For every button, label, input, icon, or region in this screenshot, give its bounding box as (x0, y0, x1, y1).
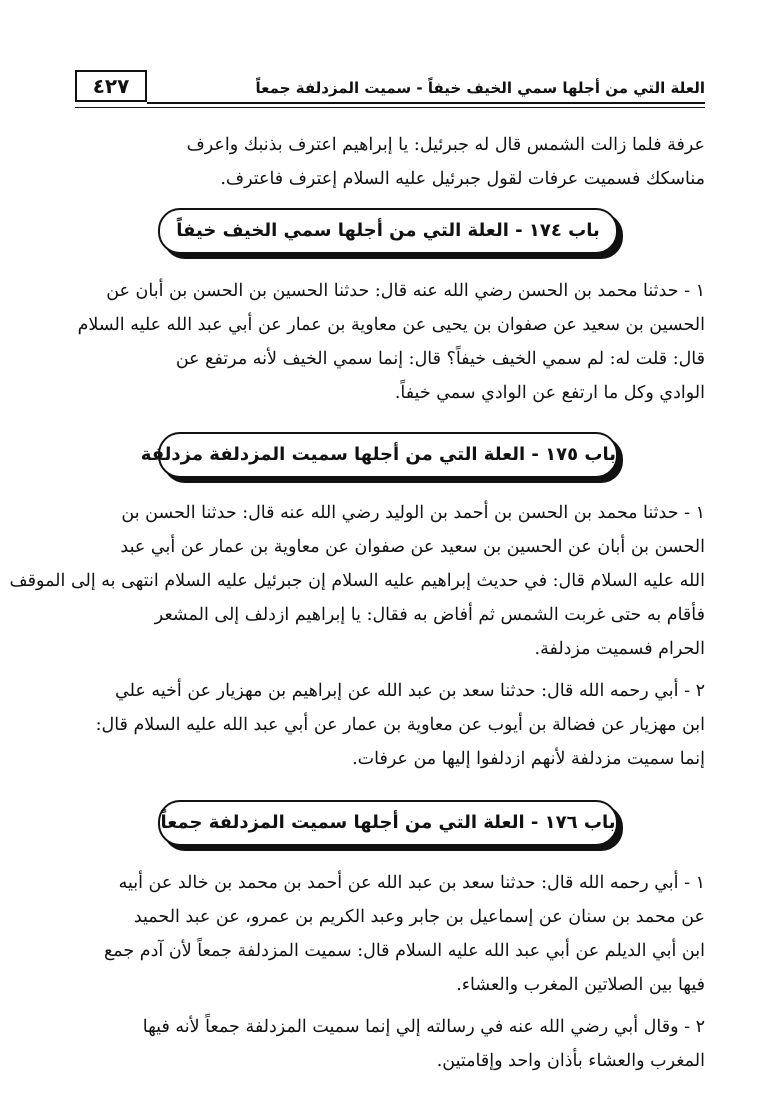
text-line: مناسكك فسميت عرفات لقول جبرئيل عليه السلام إعترف فاعترف. (220, 169, 705, 189)
text-line: عرفة فلما زالت الشمس قال له جبرئيل: يا إبراهيم اعترف بذنبك واعرف (186, 135, 705, 155)
text-line: إنما سميت مزدلفة لأنهم ازدلفوا إليها من عرفات. (352, 749, 705, 769)
text-line: الله عليه السلام قال: في حديث إبراهيم عليه السلام إن جبرئيل عليه السلام انتهى به إلى الموقف (9, 571, 705, 591)
hadith-paragraph (77, 274, 705, 410)
text-line: فيها بين الصلاتين المغرب والعشاء. (456, 975, 705, 995)
page-header (75, 70, 705, 108)
text-line: ١ - حدثنا محمد بن الحسن رضي الله عنه قال: حدثنا الحسين بن الحسن بن أبان عن (106, 281, 705, 301)
chapter-heading-176: باب ١٧٦ - العلة التي من أجلها سميت المزدلفة جمعاً (158, 800, 618, 846)
running-title: العلة التي من أجلها سمي الخيف خيفاً - سميت المزدلفة جمعاً (255, 79, 705, 97)
hadith-paragraph (9, 496, 705, 666)
header-rule (147, 102, 705, 104)
header-rule-thin (75, 107, 705, 108)
text-line: ١ - حدثنا محمد بن الحسن بن أحمد بن الوليد رضي الله عنه قال: حدثنا الحسن بن (121, 503, 705, 523)
text-line: قال: قلت له: لم سمي الخيف خيفاً؟ قال: إنما سمي الخيف لأنه مرتفع عن (175, 349, 705, 369)
hadith-paragraph (80, 1010, 705, 1078)
text-line: المغرب والعشاء بأذان واحد وإقامتين. (436, 1051, 705, 1071)
text-line: ١ - أبي رحمه الله قال: حدثنا سعد بن عبد الله عن أحمد بن محمد بن خالد عن أبيه (118, 873, 705, 893)
hadith-paragraph (80, 866, 705, 1002)
chapter-heading-174: باب ١٧٤ - العلة التي من أجلها سمي الخيف خيفاً (158, 208, 618, 254)
text-line: ٢ - وقال أبي رضي الله عنه في رسالته إلي إنما سميت المزدلفة جمعاً لأنه فيها (142, 1017, 705, 1037)
text-line: ابن مهزيار عن فضالة بن أيوب عن معاوية بن عمار عن أبي عبد الله عليه السلام قال: (95, 715, 705, 735)
text-line: الحسين بن سعيد عن صفوان بن يحيى عن معاوية بن عمار عن أبي عبد الله عليه السلام (77, 315, 705, 335)
hadith-paragraph (80, 674, 705, 776)
text-line: فأقام به حتى غربت الشمس ثم أفاض به فقال: يا إبراهيم ازدلف إلى المشعر (154, 605, 705, 625)
text-line: ٢ - أبي رحمه الله قال: حدثنا سعد بن عبد الله عن إبراهيم بن مهزيار عن أخيه علي (115, 681, 705, 701)
text-line: الحرام فسميت مزدلفة. (534, 639, 705, 659)
page-number: ٤٢٧ (75, 70, 147, 102)
intro-paragraph (80, 128, 705, 196)
text-line: الوادي وكل ما ارتفع عن الوادي سمي خيفاً. (394, 383, 705, 403)
text-line: الحسن بن أبان عن الحسين بن سعيد عن صفوان عن معاوية بن عمار عن أبي عبد (120, 537, 705, 557)
chapter-heading-175: باب ١٧٥ - العلة التي من أجلها سميت المزدلفة مزدلفة (158, 432, 618, 478)
text-line: عن محمد بن سنان عن إسماعيل بن جابر وعبد الكريم بن عمرو، عن عبد الحميد (133, 907, 705, 927)
text-line: ابن أبي الديلم عن أبي عبد الله عليه السلام قال: سميت المزدلفة جمعاً لأن آدم جمع (103, 941, 705, 961)
